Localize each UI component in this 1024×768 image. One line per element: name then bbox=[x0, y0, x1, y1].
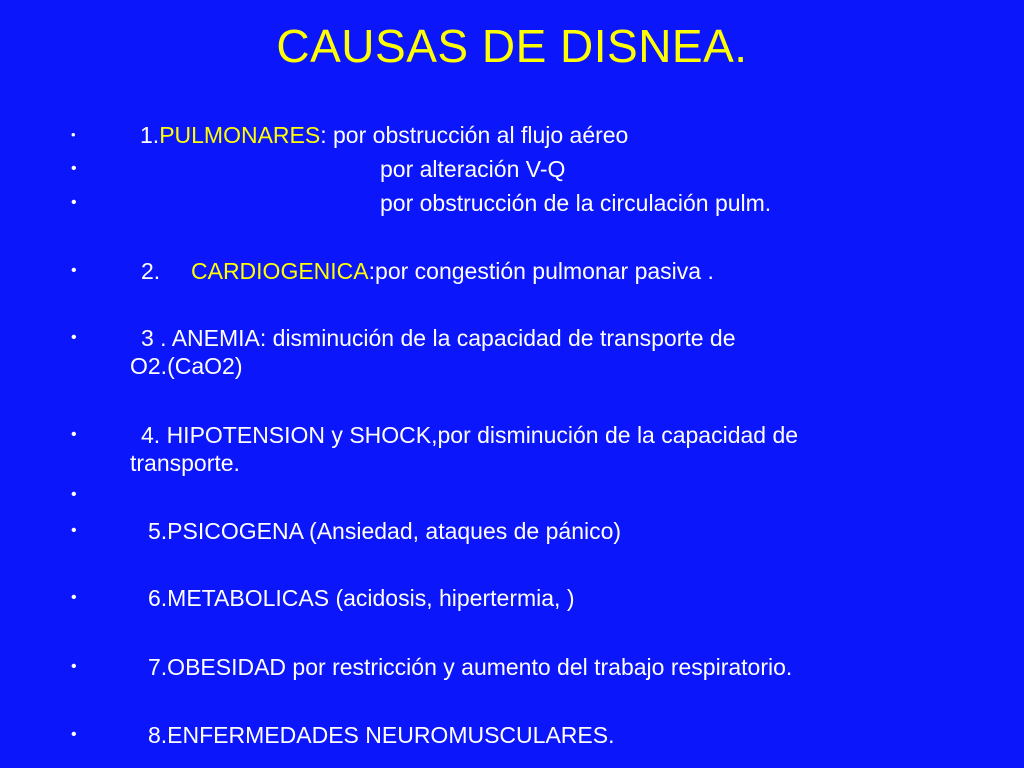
bullet-icon: • bbox=[71, 127, 76, 142]
list-item-text: transporte. bbox=[130, 450, 240, 476]
bullet-icon: • bbox=[71, 194, 77, 211]
list-item-text: 5.PSICOGENA (Ansiedad, ataques de pánico) bbox=[148, 518, 622, 544]
list-item-text bbox=[191, 257, 714, 285]
item-number: 1. bbox=[140, 122, 160, 148]
bullet-icon: • bbox=[71, 329, 77, 346]
item-description: :por congestión pulmonar pasiva . bbox=[368, 258, 714, 284]
bullet-icon: • bbox=[71, 522, 77, 539]
bullet-icon: • bbox=[71, 726, 77, 743]
list-item-text: O2.(CaO2) bbox=[130, 353, 243, 379]
list-item-text: 3 . ANEMIA: disminución de la capacidad de transporte de bbox=[141, 325, 736, 351]
bullet-icon: • bbox=[71, 658, 77, 675]
list-item-text: 4. HIPOTENSION y SHOCK,por disminución de la capacidad de bbox=[141, 422, 799, 448]
list-item-text: 6.METABOLICAS (acidosis, hipertermia, ) bbox=[148, 585, 575, 611]
item-highlight: PULMONARES bbox=[159, 122, 321, 148]
list-item-text: por obstrucción de la circulación pulm. bbox=[380, 190, 772, 216]
bullet-icon: • bbox=[71, 486, 77, 503]
item-highlight: CARDIOGENICA bbox=[191, 258, 369, 284]
item-description: : por obstrucción al flujo aéreo bbox=[320, 122, 629, 148]
bullet-icon: • bbox=[71, 589, 77, 606]
list-item-text: 8.ENFERMEDADES NEUROMUSCULARES. bbox=[148, 722, 615, 748]
list-item-text: por alteración V-Q bbox=[380, 156, 566, 182]
slide-title: CAUSAS DE DISNEA. bbox=[276, 20, 748, 72]
list-item-text bbox=[140, 121, 628, 149]
item-number: 2. bbox=[141, 258, 161, 284]
bullet-icon: • bbox=[71, 262, 77, 279]
bullet-icon: • bbox=[71, 160, 77, 177]
list-item-text: 7.OBESIDAD por restricción y aumento del trabajo respiratorio. bbox=[148, 654, 793, 680]
bullet-icon: • bbox=[71, 426, 77, 443]
